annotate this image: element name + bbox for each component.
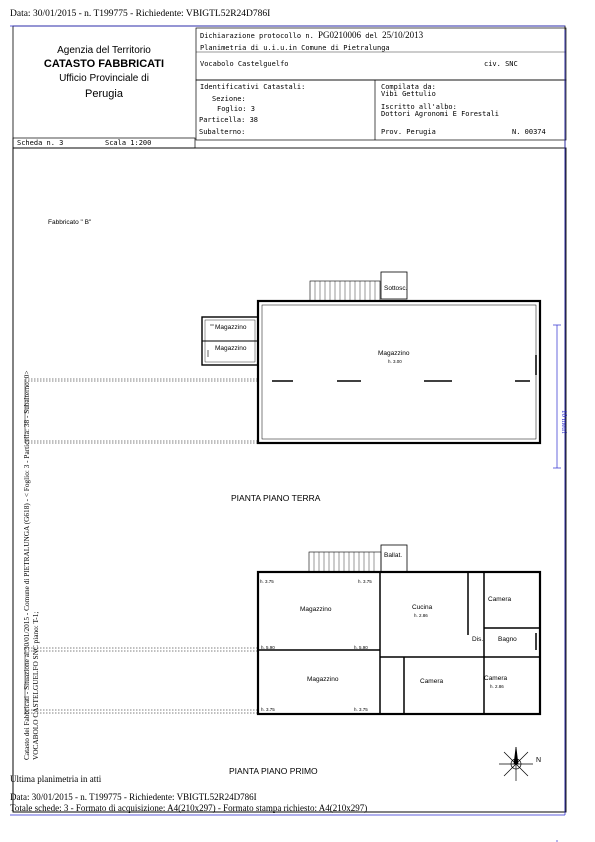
height-label: h. 3.75: [260, 579, 274, 584]
scala: Scala 1:200: [105, 139, 152, 147]
iscritto-label: Iscritto all'albo:: [381, 103, 457, 111]
agency-name: Agenzia del Territorio: [57, 45, 151, 56]
albo-number: N. 00374: [512, 128, 546, 136]
side-address-info: VOCABOLO CASTELGUELFO SNC piano: T-1;: [31, 611, 40, 760]
declaration-label: Dichiarazione protocollo n.: [200, 32, 314, 40]
room-camera-3: Camera: [484, 675, 508, 682]
compilata-title: Compilata da:: [381, 83, 436, 91]
height-magazzino-main: h. 3.00: [388, 359, 402, 364]
north-arrow: [499, 747, 533, 781]
ground-floor-title: PIANTA PIANO TERRA: [231, 493, 321, 503]
scheda-number: Scheda n. 3: [17, 139, 64, 147]
civico: civ. SNC: [484, 60, 518, 68]
room-ballatoio: Ballat.: [384, 552, 403, 559]
identificativi-title: Identificativi Catastali:: [200, 83, 306, 91]
particella: Particella: 38: [199, 116, 259, 124]
albo-name: Dottori Agronomi E Forestali: [381, 110, 500, 118]
ultima-planimetria: Ultima planimetria in atti: [10, 774, 102, 784]
first-floor-plan: [25, 545, 540, 714]
ufficio-city: Perugia: [85, 88, 123, 100]
room-magazzino-main: Magazzino: [378, 350, 410, 357]
height-label: h. 3.75: [358, 579, 372, 584]
room-cucina: Cucina: [412, 604, 433, 611]
room-bagno: Bagno: [498, 636, 517, 643]
header-request-line: Data: 30/01/2015 - n. T199775 - Richiedente: VBIGTL52R24D786I: [10, 9, 271, 19]
height-label: h. 5.90: [261, 645, 275, 650]
height-label: h. 3.75: [354, 707, 368, 712]
room-magazzino-1: Magazzino: [300, 606, 332, 613]
vocabolo: Vocabolo Castelguelfo: [200, 60, 289, 68]
side-cadastral-info: Catasto dei Fabbricati - Situazione al 30/01/2015 - Comune di PIETRALUNGA (G618) - < Foglio: 3 - Particella: 38 - Subalterno: 0>: [22, 370, 31, 760]
first-floor-title: PIANTA PIANO PRIMO: [229, 766, 318, 776]
room-magazzino-small-2: Magazzino: [215, 345, 247, 352]
room-disimpegno: Dis.: [472, 636, 484, 643]
fabbricato-label: Fabbricato " B": [48, 219, 92, 226]
height-cucina: h. 2.86: [414, 613, 428, 618]
declaration-date-label: del: [365, 32, 378, 40]
height-label: h. 5.90: [354, 645, 368, 650]
room-camera-1: Camera: [488, 596, 512, 603]
declaration-line: [200, 30, 423, 40]
declaration-date: 25/10/2013: [382, 30, 424, 40]
plan-line: Planimetria di u.i.u.in Comune di Pietralunga: [200, 44, 390, 52]
room-sottotetto: Sottosc.: [384, 285, 408, 292]
subalterno: Subalterno:: [199, 128, 246, 136]
foglio: Foglio: 3: [217, 105, 255, 113]
room-camera-2: Camera: [420, 678, 444, 685]
provincia: Prov. Perugia: [381, 128, 436, 136]
ground-floor-plan: [25, 272, 540, 443]
room-magazzino-small-1: Magazzino: [215, 324, 247, 331]
declaration-number: PG0210006: [318, 30, 362, 40]
ufficio-provinciale: Ufficio Provinciale di: [59, 73, 149, 84]
scale-bar-label: 10 metri: [560, 410, 568, 434]
compilata-name: Vibi Gettulio: [381, 90, 436, 98]
height-label: h. 3.75: [261, 707, 275, 712]
sezione: Sezione:: [212, 95, 246, 103]
north-label: N: [536, 757, 542, 764]
footer-format-line: Totale schede: 3 - Formato di acquisizione: A4(210x297) - Formato stampa richiesto: A4(210x297): [10, 803, 368, 813]
room-magazzino-2: Magazzino: [307, 676, 339, 683]
footer-request-line: Data: 30/01/2015 - n. T199775 - Richiedente: VBIGTL52R24D786I: [10, 792, 257, 802]
height-camera-3: h. 2.86: [490, 684, 504, 689]
catasto-fabbricati: CATASTO FABBRICATI: [43, 58, 165, 70]
